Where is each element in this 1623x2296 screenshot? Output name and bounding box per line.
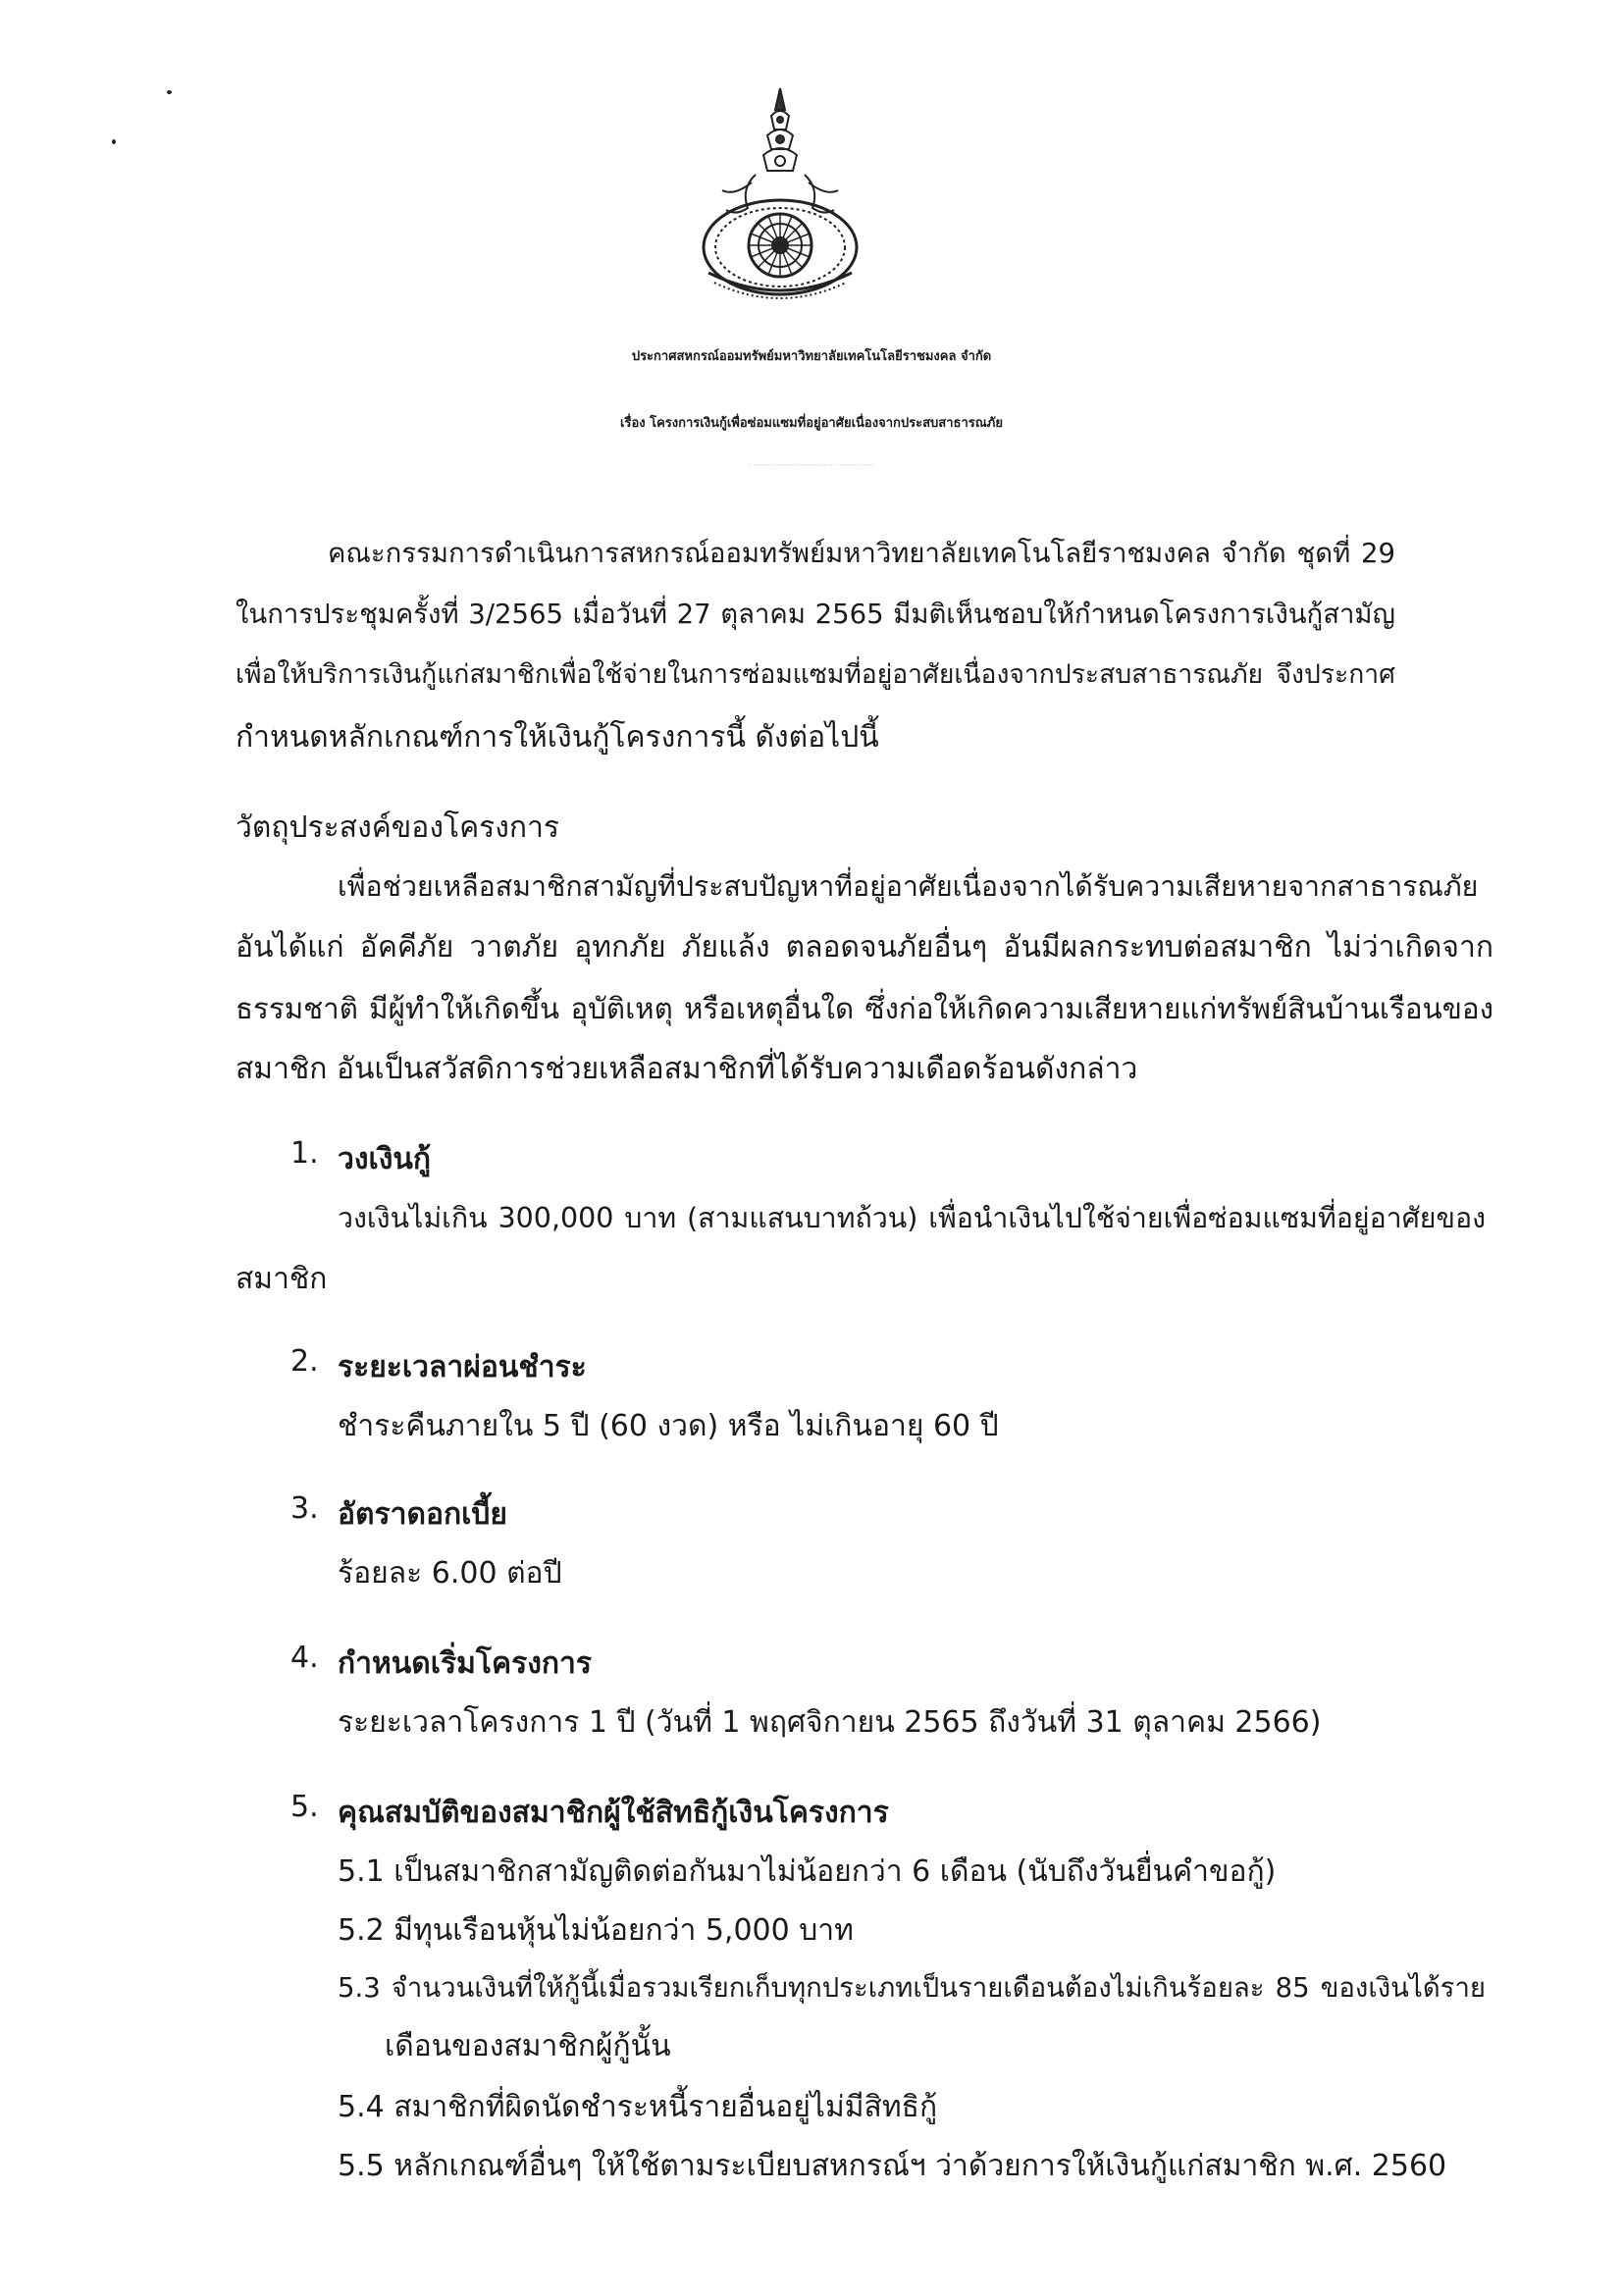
- qualification-item-continued: เดือนของสมาชิกผู้กู้นั้น: [385, 2029, 671, 2063]
- section-heading-repayment-period: ระยะเวลาผ่อนชำระ: [338, 1350, 587, 1384]
- scan-speck: [112, 139, 116, 144]
- section-number: 3.: [290, 1491, 319, 1526]
- qualification-item: 5.5 หลักเกณฑ์อื่นๆ ให้ใช้ตามระเบียบสหกรณ์ฯ ว่าด้วยการให้เงินกู้แก่สมาชิก พ.ศ. 2560: [338, 2149, 1447, 2183]
- qualification-item: 5.4 สมาชิกที่ผิดนัดชำระหนี้รายอื่นอยู่ไม่มีสิทธิกู้: [338, 2090, 938, 2124]
- objective-line: เพื่อช่วยเหลือสมาชิกสามัญที่ประสบปัญหาที่อยู่อาศัยเนื่องจากได้รับความเสียหายจากสาธารณภัย: [338, 870, 1479, 903]
- qualification-item: 5.3 จำนวนเงินที่ให้กู้นี้เมื่อรวมเรียกเก็บทุกประเภทเป็นรายเดือนต้องไม่เกินร้อยละ 85 ของเงินได้ราย: [338, 1972, 1486, 2004]
- section-line: ระยะเวลาโครงการ 1 ปี (วันที่ 1 พฤศจิกายน 2565 ถึงวันที่ 31 ตุลาคม 2566): [338, 1705, 1322, 1740]
- intro-line: คณะกรรมการดำเนินการสหกรณ์ออมทรัพย์มหาวิทยาลัยเทคโนโลยีราชมงคล จำกัด ชุดที่ 29: [328, 538, 1395, 569]
- section-number: 4.: [290, 1641, 319, 1675]
- section-heading-project-start: กำหนดเริ่มโครงการ: [338, 1646, 592, 1681]
- separator: **********************************************************: [749, 465, 874, 467]
- objective-line: ธรรมชาติ มีผู้ทำให้เกิดขึ้น อุบัติเหตุ หรือเหตุอื่นใด ซึ่งก่อให้เกิดความเสียหายแก่ทรัพย์สินบ้านเรือนของ: [236, 992, 1493, 1025]
- objective-line: สมาชิก อันเป็นสวัสดิการช่วยเหลือสมาชิกที่ได้รับความเดือดร้อนดังกล่าว: [236, 1052, 1138, 1086]
- section-heading-loan-limit: วงเงินกู้: [338, 1142, 432, 1176]
- announcement-title: ประกาศสหกรณ์ออมทรัพย์มหาวิทยาลัยเทคโนโลยีราชมงคล จำกัด: [631, 349, 992, 364]
- university-emblem: [687, 80, 873, 301]
- objective-heading: วัตถุประสงค์ของโครงการ: [236, 810, 560, 845]
- section-number: 2.: [290, 1344, 319, 1379]
- intro-line: ในการประชุมครั้งที่ 3/2565 เมื่อวันที่ 27 ตุลาคม 2565 มีมติเห็นชอบให้กำหนดโครงการเงินกู้สามัญ: [236, 599, 1395, 630]
- intro-line: กำหนดหลักเกณฑ์การให้เงินกู้โครงการนี้ ดังต่อไปนี้: [236, 720, 879, 755]
- section-heading-member-qualifications: คุณสมบัติของสมาชิกผู้ใช้สิทธิกู้เงินโครงการ: [338, 1796, 889, 1830]
- announcement-subject: เรื่อง โครงการเงินกู้เพื่อซ่อมแซมที่อยู่อาศัยเนื่องจากประสบสาธารณภัย: [620, 416, 1003, 431]
- section-number: 1.: [290, 1136, 319, 1171]
- intro-line: เพื่อให้บริการเงินกู้แก่สมาชิกเพื่อใช้จ่ายในการซ่อมแซมที่อยู่อาศัยเนื่องจากประสบสาธารณภัย จึงประกาศ: [236, 659, 1395, 690]
- section-line: วงเงินไม่เกิน 300,000 บาท (สามแสนบาทถ้วน) เพื่อนำเงินไปใช้จ่ายเพื่อซ่อมแซมที่อยู่อาศัยของ: [338, 1202, 1486, 1234]
- scan-speck: [167, 90, 172, 94]
- section-number: 5.: [290, 1790, 319, 1824]
- section-heading-interest-rate: อัตราดอกเบี้ย: [338, 1497, 507, 1532]
- section-line: ร้อยละ 6.00 ต่อปี: [338, 1556, 562, 1591]
- qualification-item: 5.1 เป็นสมาชิกสามัญติดต่อกันมาไม่น้อยกว่า 6 เดือน (นับถึงวันยื่นคำขอกู้): [338, 1854, 1277, 1889]
- section-line: ชำระคืนภายใน 5 ปี (60 งวด) หรือ ไม่เกินอายุ 60 ปี: [338, 1409, 999, 1443]
- qualification-item: 5.2 มีทุนเรือนหุ้นไม่น้อยกว่า 5,000 บาท: [338, 1913, 854, 1948]
- objective-line: อันได้แก่ อัคคีภัย วาตภัย อุทกภัย ภัยแล้ง ตลอดจนภัยอื่นๆ อันมีผลกระทบต่อสมาชิก ไม่ว่าเกิดจาก: [236, 930, 1493, 965]
- section-line: สมาชิก: [236, 1262, 328, 1296]
